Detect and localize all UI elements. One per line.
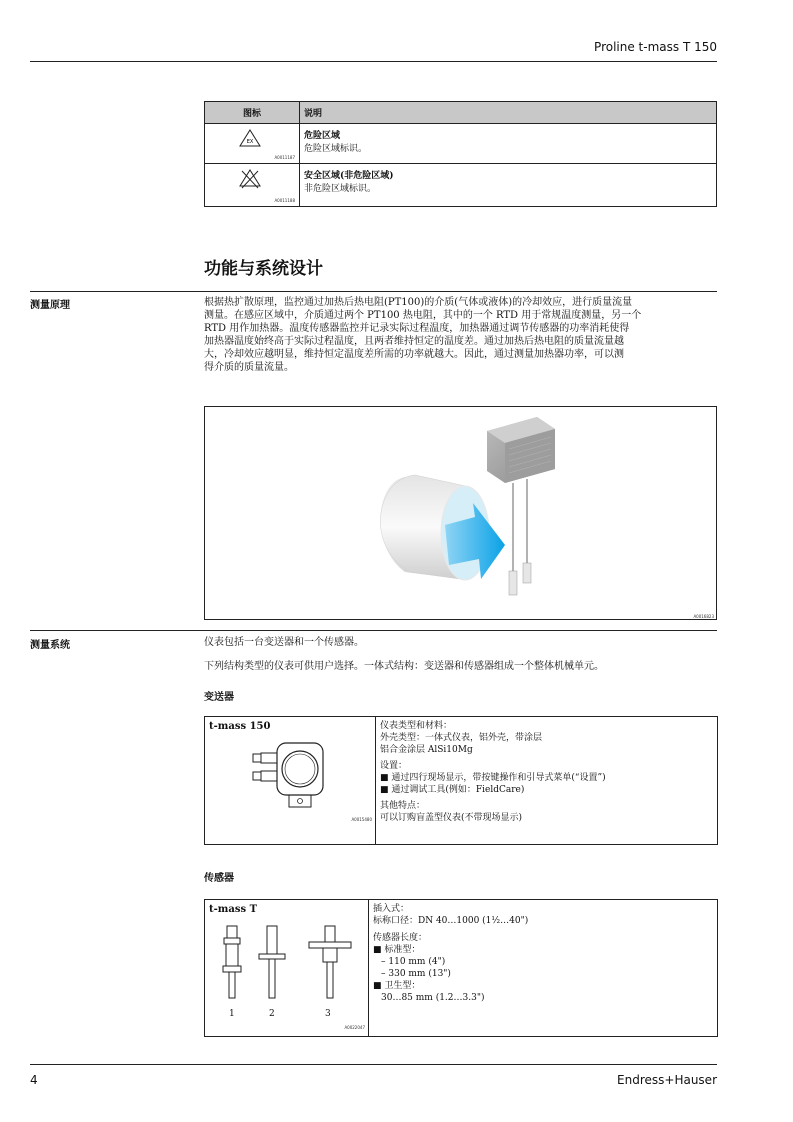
figure-code: A0011187 (274, 155, 295, 160)
document-title: Proline t-mass T 150 (594, 40, 717, 54)
transmitter-name: t-mass 150 (209, 721, 271, 732)
row-description: 非危险区域标识。 (304, 184, 377, 194)
transmitter-housing (487, 417, 555, 483)
brand-name: Endress+Hauser (617, 1073, 717, 1087)
detail-line: 其他特点： (380, 801, 426, 811)
table-row (205, 164, 717, 207)
symbol-table (204, 101, 717, 207)
detail-line: ■ 标准型： (373, 945, 421, 955)
paragraph-line: 测量。在感应区域中，介质通过两个 PT100 热电阻，其中的一个 RTD 用于常规温度测量，另一个 (204, 310, 642, 321)
system-line-1: 仪表包括一台变送器和一个传感器。 (204, 637, 364, 648)
principle-label: 测量原理 (30, 300, 70, 311)
paragraph-line: 根据热扩散原理，监控通过加热后热电阻(PT100)的介质(气体或液体)的冷却效应，进行质量流量 (204, 297, 633, 308)
sensor-heading: 传感器 (204, 873, 234, 884)
detail-line: – 330 mm (13") (381, 969, 451, 979)
header-rule (30, 61, 717, 62)
detail-line: – 110 mm (4") (381, 957, 446, 967)
column-header-icon: 图标 (205, 102, 300, 124)
detail-line: 标称口径：DN 40…1000 (1½…40") (373, 916, 529, 926)
variant-number: 1 (229, 1009, 235, 1019)
detail-line: 传感器长度： (373, 933, 428, 943)
transmitter-box (204, 716, 718, 845)
variant-number: 3 (325, 1009, 331, 1019)
section-rule (30, 630, 717, 631)
rtd-probe-heated (509, 571, 517, 595)
sensor-details (373, 903, 703, 1004)
principle-paragraph (204, 296, 717, 374)
transmitter-image-cell (205, 717, 376, 844)
table-header-row (205, 102, 717, 124)
detail-line: ■ 通过四行现场显示，带按键操作和引导式菜单(“设置”) (380, 773, 606, 783)
column-header-description: 说明 (300, 102, 717, 124)
section-rule (30, 291, 717, 292)
transmitter-drawing (251, 739, 331, 813)
principle-figure (204, 406, 717, 620)
page-number: 4 (30, 1073, 38, 1087)
rtd-probe-reference (523, 563, 531, 583)
figure-code: A0011188 (274, 198, 295, 203)
description-cell (300, 124, 717, 164)
paragraph-line: RTD 用作加热器。温度传感器监控并记录实际过程温度，加热器通过调节传感器的功率消耗使得 (204, 323, 630, 334)
detail-line: ■ 卫生型： (373, 981, 421, 991)
ex-hazard-icon (239, 129, 261, 147)
system-label: 测量系统 (30, 640, 70, 651)
detail-line: 插入式： (373, 904, 410, 914)
system-line-2: 下列结构类型的仪表可供用户选择。一体式结构：变送器和传感器组成一个整体机械单元。 (204, 661, 604, 672)
sensor-image-cell (205, 900, 369, 1036)
figure-code: A0016823 (693, 614, 714, 619)
icon-cell (205, 164, 300, 207)
detail-line: 设置： (380, 761, 408, 771)
table-row (205, 124, 717, 164)
row-title: 安全区域(非危险区域) (304, 171, 394, 181)
crossed-ex-icon (239, 169, 261, 189)
detail-line: 外壳类型：一体式仪表，铝外壳，带涂层 (380, 733, 543, 743)
sensor-box (204, 899, 718, 1037)
paragraph-line: 得介质的质量流量。 (204, 362, 294, 373)
sensor-variants-drawing (215, 924, 355, 1002)
detail-line: ■ 通过调试工具(例如：FieldCare) (380, 785, 525, 795)
sensor-name: t-mass T (209, 904, 258, 915)
transmitter-heading: 变送器 (204, 692, 234, 703)
description-cell (300, 164, 717, 207)
icon-cell (205, 124, 300, 164)
detail-line: 30…85 mm (1.2…3.3") (381, 993, 485, 1003)
footer-rule (30, 1064, 717, 1065)
paragraph-line: 加热器温度始终高于实际过程温度，且两者维持恒定的温度差。通过加热后热电阻的质量流量越 (204, 336, 624, 347)
row-title: 危险区域 (304, 131, 341, 141)
ex-icon-text: EX (246, 139, 254, 145)
figure-code: A0015480 (351, 817, 372, 822)
detail-line: 铝合金涂层 AlSi10Mg (380, 745, 473, 755)
detail-line: 可以订购盲盖型仪表(不带现场显示) (380, 813, 523, 823)
variant-number: 2 (269, 1009, 275, 1019)
detail-line: 仪表类型和材料： (380, 721, 453, 731)
thermal-flow-illustration (205, 407, 716, 619)
transmitter-details (380, 720, 710, 824)
figure-code: A0022047 (344, 1025, 365, 1030)
paragraph-line: 大，冷却效应越明显，维持恒定温度差所需的功率就越大。因此，通过测量加热器功率，可以测 (204, 349, 624, 360)
row-description: 危险区域标识。 (304, 144, 368, 154)
section-title: 功能与系统设计 (204, 259, 323, 279)
